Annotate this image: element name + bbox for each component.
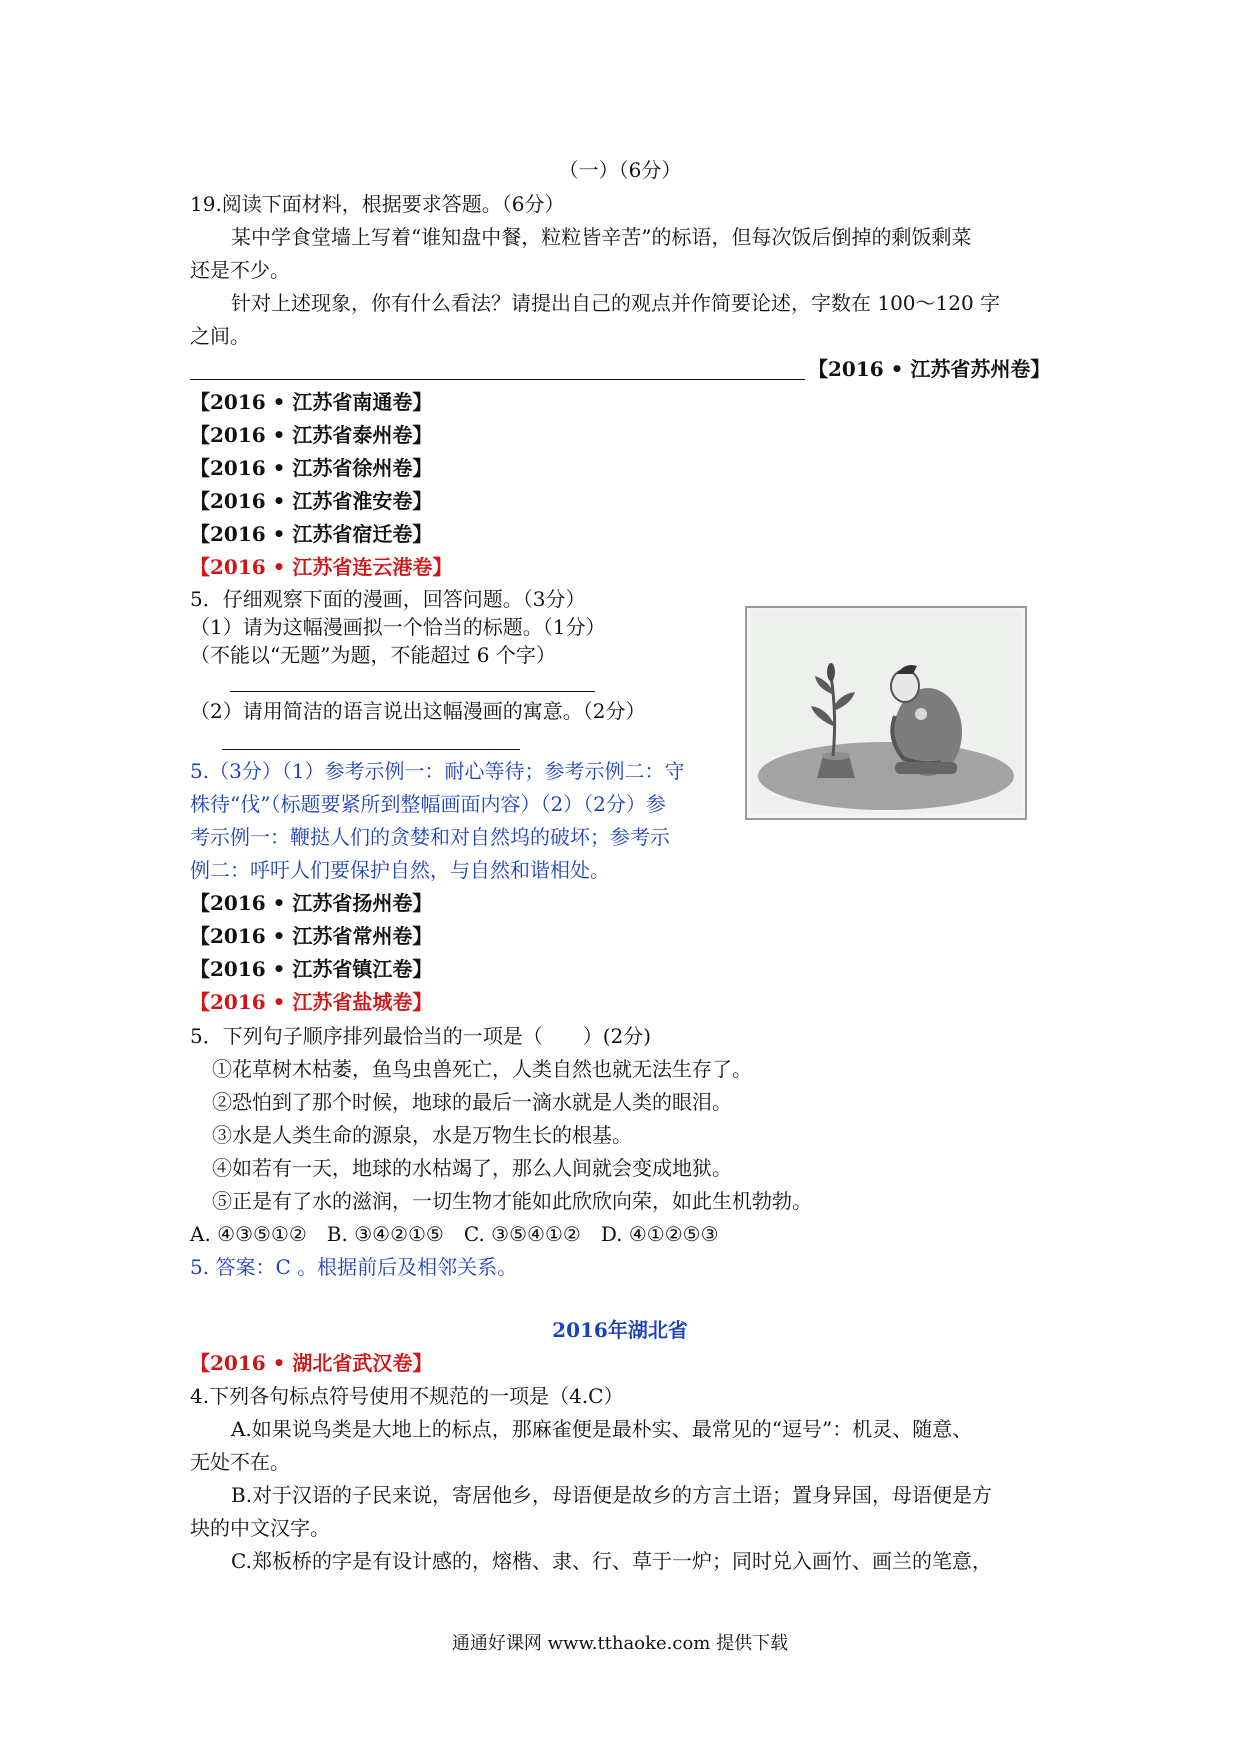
paper-label-huaian: 【2016 • 江苏省淮安卷】 [190,489,433,513]
paper-label-yangzhou: 【2016 • 江苏省扬州卷】 [190,891,433,915]
wh-option-b-line2: 块的中文汉字。 [190,1516,330,1540]
paper-label-suqian: 【2016 • 江苏省宿迁卷】 [190,522,433,546]
lyg-answer-line3: 考示例一：鞭挞人们的贪婪和对自然坞的破坏；参考示 [190,825,670,849]
paper-label-nantong: 【2016 • 江苏省南通卷】 [190,390,433,414]
paper-label-yancheng: 【2016 • 江苏省盐城卷】 [190,990,433,1014]
paper-label-changzhou: 【2016 • 江苏省常州卷】 [190,924,433,948]
wh-q4-title: 4.下列各句标点符号使用不规范的一项是（4.C） [190,1384,624,1408]
lyg-q5-part1: （1）请为这幅漫画拟一个恰当的标题。（1分） [190,615,606,639]
yc-answer: 5. 答案：C 。根据前后及相邻关系。 [190,1255,518,1279]
cartoon-image [745,606,1027,820]
q19-task-line2: 之间。 [190,324,250,348]
lyg-q5-part1-note: （不能以“无题”为题，不能超过 6 个字） [190,643,556,667]
wh-option-a-line1: A.如果说鸟类是大地上的标点，那麻雀便是最朴实、最常见的“逗号”：机灵、随意、 [231,1417,973,1441]
page-footer: 通通好课网 www.tthaoke.com 提供下载 [451,1633,789,1654]
wh-option-a-line2: 无处不在。 [190,1450,290,1474]
q19-title: 19.阅读下面材料，根据要求答题。（6分） [190,192,565,216]
answer-blank-line [190,379,805,380]
wh-option-c-line1: C.郑板桥的字是有设计感的，熔楷、隶、行、草于一炉；同时兑入画竹、画兰的笔意， [231,1549,992,1573]
q19-material-line2: 还是不少。 [190,258,290,282]
paper-label-xuzhou: 【2016 • 江苏省徐州卷】 [190,456,433,480]
q19-material-line1: 某中学食堂墙上写着“谁知盘中餐，粒粒皆辛苦”的标语，但每次饭后倒掉的剩饭剩菜 [231,225,972,249]
lyg-q5-part2-blank [222,749,520,750]
paper-label-taizhou: 【2016 • 江苏省泰州卷】 [190,423,433,447]
lyg-q5-part1-blank [230,691,595,692]
lyg-q5-title: 5．仔细观察下面的漫画，回答问题。（3分） [190,587,586,611]
yc-sentence-2: ②恐怕到了那个时候，地球的最后一滴水就是人类的眼泪。 [212,1090,732,1114]
lyg-answer-line2: 株待“伐”（标题要紧所到整幅画面内容）（2）（2分）参 [190,792,666,816]
yc-sentence-1: ①花草树木枯萎，鱼鸟虫兽死亡，人类自然也就无法生存了。 [212,1057,752,1081]
lyg-q5-part2: （2）请用简洁的语言说出这幅漫画的寓意。（2分） [190,699,646,723]
yc-sentence-4: ④如若有一天，地球的水枯竭了，那么人间就会变成地狱。 [212,1156,732,1180]
yc-q5-title: 5．下列句子顺序排列最恰当的一项是（ ）(2分) [190,1024,652,1048]
yc-options: A. ④③⑤①② B. ③④②①⑤ C. ③⑤④①② D. ④①②⑤③ [190,1222,719,1246]
yc-sentence-5: ⑤正是有了水的滋润，一切生物才能如此欣欣向荣，如此生机勃勃。 [212,1189,812,1213]
paper-label-zhenjiang: 【2016 • 江苏省镇江卷】 [190,957,433,981]
yc-sentence-3: ③水是人类生命的源泉，水是万物生长的根基。 [212,1123,632,1147]
paper-label-wuhan: 【2016 • 湖北省武汉卷】 [190,1351,433,1375]
paper-label-lianyungang: 【2016 • 江苏省连云港卷】 [190,555,453,579]
lyg-answer-line4: 例二：呼吁人们要保护自然，与自然和谐相处。 [190,858,610,882]
lyg-answer-line1: 5.（3分）（1）参考示例一：耐心等待；参考示例二：守 [190,759,685,783]
q19-task-line1: 针对上述现象，你有什么看法？请提出自己的观点并作简要论述，字数在 100～120 字 [231,291,1001,315]
wh-option-b-line1: B.对于汉语的子民来说，寄居他乡，母语便是故乡的方言土语；置身异国，母语便是方 [231,1483,993,1507]
section-heading: （一）（6分） [558,158,682,182]
hubei-heading: 2016年湖北省 [552,1318,688,1342]
paper-label-suzhou: 【2016 • 江苏省苏州卷】 [808,357,1051,381]
